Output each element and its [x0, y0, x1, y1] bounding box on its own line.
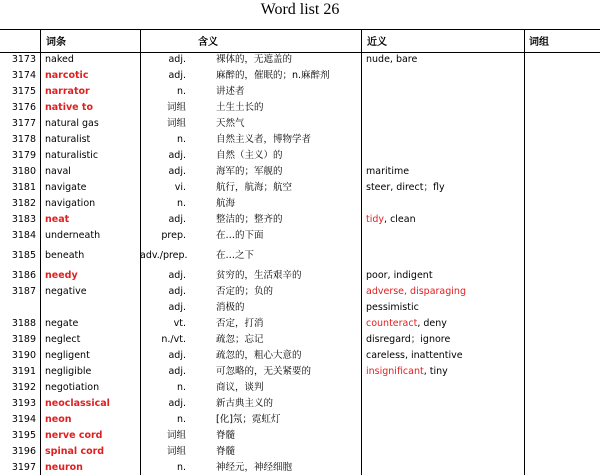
entry-meaning: 天然气: [216, 118, 245, 129]
entry-number: 3180: [11, 166, 36, 177]
entry-word: native to: [45, 102, 93, 113]
entry-number: 3173: [11, 54, 36, 65]
part-of-speech: n.: [176, 198, 186, 209]
entry-meaning: 在…之下: [216, 250, 255, 261]
part-of-speech: n.: [176, 134, 186, 145]
table-row: [0, 364, 600, 380]
table-row: [0, 316, 600, 332]
part-of-speech: 词组: [166, 446, 186, 457]
entry-word: neglect: [45, 334, 81, 345]
entry-number: 3192: [11, 382, 36, 393]
entry-number: 3189: [11, 334, 36, 345]
table-row: [0, 228, 600, 244]
entry-word: negative: [45, 286, 87, 297]
table-row: [0, 52, 600, 68]
entry-meaning: 消极的: [216, 302, 245, 313]
entry-meaning: 脊髓: [216, 430, 236, 441]
entry-number: 3185: [11, 250, 36, 261]
part-of-speech: adj.: [168, 54, 186, 65]
table-row: [0, 460, 600, 476]
entry-number: 3195: [11, 430, 36, 441]
entry-synonym: steer, direct；fly: [366, 182, 445, 193]
entry-meaning: 自然主义者，博物学者: [216, 134, 312, 145]
entry-meaning: 脊髓: [216, 446, 236, 457]
synonym-highlight: tidy: [366, 214, 385, 225]
entry-synonym: pessimistic: [366, 302, 419, 313]
entry-word: naturalist: [45, 134, 91, 145]
entry-word: narcotic: [45, 70, 89, 81]
table-row: [0, 284, 600, 300]
entry-number: 3194: [11, 414, 36, 425]
entry-number: 3183: [11, 214, 36, 225]
table-row: [0, 212, 600, 228]
synonym-rest: , clean: [384, 214, 416, 225]
entry-number: 3186: [11, 270, 36, 281]
entry-synonym: nude, bare: [366, 54, 418, 65]
entry-number: 3179: [11, 150, 36, 161]
entry-word: naturalistic: [45, 150, 99, 161]
entry-word: negligible: [45, 366, 92, 377]
part-of-speech: adj.: [168, 350, 186, 361]
entry-number: 3174: [11, 70, 36, 81]
entry-meaning: 麻醉的，催眠的；n.麻醉剂: [216, 70, 330, 81]
entry-meaning: 疏忽；忘记: [216, 334, 264, 345]
part-of-speech: vt.: [173, 318, 186, 329]
table-row: [0, 348, 600, 364]
entry-word: negate: [45, 318, 79, 329]
table-row: [0, 268, 600, 284]
entry-word: naval: [45, 166, 71, 177]
entry-meaning: 新古典主义的: [216, 398, 274, 409]
synonym-highlight: counteract: [366, 318, 418, 329]
entry-meaning: 海军的；军舰的: [216, 166, 283, 177]
entry-number: 3178: [11, 134, 36, 145]
entry-meaning: 疏忽的，粗心大意的: [216, 350, 302, 361]
part-of-speech: adj.: [168, 286, 186, 297]
entry-word: navigation: [45, 198, 96, 209]
table-row: [0, 148, 600, 164]
header-phrase: 词组: [529, 37, 549, 48]
entry-number: 3197: [11, 462, 36, 473]
table-row: [0, 132, 600, 148]
part-of-speech: adj.: [168, 270, 186, 281]
page-title: Word list 26: [260, 1, 340, 18]
entry-meaning: 航行，航海；航空: [216, 182, 293, 193]
table-row: [0, 100, 600, 116]
entry-meaning: 土生土长的: [216, 102, 264, 113]
entry-word: negligent: [45, 350, 90, 361]
part-of-speech: 词组: [166, 430, 186, 441]
entry-meaning: 在…的下面: [216, 230, 264, 241]
header-meaning: 含义: [198, 37, 218, 48]
entry-meaning: 整洁的；整齐的: [216, 214, 283, 225]
entry-word: nerve cord: [45, 430, 103, 441]
part-of-speech: n.: [176, 382, 186, 393]
entry-number: 3177: [11, 118, 36, 129]
entry-number: 3191: [11, 366, 36, 377]
table-row: [0, 248, 600, 264]
entry-meaning: 否定的；负的: [216, 286, 274, 297]
entry-number: 3182: [11, 198, 36, 209]
entry-word: naked: [45, 54, 74, 65]
table-row: [0, 84, 600, 100]
entry-synonym: [366, 212, 526, 228]
table-row: [0, 196, 600, 212]
entry-meaning: 可忽略的，无关紧要的: [216, 366, 312, 377]
part-of-speech: prep.: [161, 230, 186, 241]
entry-word: spinal cord: [45, 446, 105, 457]
entry-word: neon: [45, 414, 72, 425]
entry-meaning: [化]氖；霓虹灯: [216, 414, 281, 425]
entry-number: 3184: [11, 230, 36, 241]
synonym-rest: , tiny: [423, 366, 448, 377]
part-of-speech: adj.: [168, 70, 186, 81]
table-row: [0, 116, 600, 132]
part-of-speech: vi.: [174, 182, 186, 193]
entry-meaning: 自然（主义）的: [216, 150, 283, 161]
entry-number: 3187: [11, 286, 36, 297]
part-of-speech: adj.: [168, 302, 186, 313]
entry-synonym: maritime: [366, 166, 410, 177]
entry-word: narrator: [45, 86, 90, 97]
part-of-speech: n.: [176, 414, 186, 425]
part-of-speech: adj.: [168, 166, 186, 177]
entry-number: 3181: [11, 182, 36, 193]
entry-meaning: 航海: [216, 198, 236, 209]
table-row: [0, 412, 600, 428]
part-of-speech: adv./prep.: [140, 250, 188, 261]
entry-meaning: 神经元，神经细胞: [216, 462, 293, 473]
part-of-speech: n.: [176, 86, 186, 97]
entry-word: natural gas: [45, 118, 99, 129]
table-row: [0, 444, 600, 460]
entry-word: neuron: [45, 462, 83, 473]
entry-synonym: [366, 316, 526, 332]
entry-number: 3176: [11, 102, 36, 113]
table-row: [0, 300, 600, 316]
table-row: [0, 68, 600, 84]
table-row: [0, 332, 600, 348]
part-of-speech: adj.: [168, 398, 186, 409]
part-of-speech: adj.: [168, 150, 186, 161]
part-of-speech: adj.: [168, 214, 186, 225]
header-synonym: 近义: [367, 37, 387, 48]
synonym-rest: , deny: [417, 318, 447, 329]
table-row: [0, 164, 600, 180]
table-top-border: [0, 29, 600, 30]
table-row: [0, 380, 600, 396]
entry-word: neat: [45, 214, 70, 225]
header-word: 词条: [46, 37, 66, 48]
entry-number: 3196: [11, 446, 36, 457]
part-of-speech: n.: [176, 462, 186, 473]
entry-synonym: [366, 364, 526, 380]
part-of-speech: 词组: [166, 102, 186, 113]
entry-meaning: 裸体的，无遮盖的: [216, 54, 293, 65]
entry-synonym: disregard；ignore: [366, 334, 451, 345]
entry-number: 3188: [11, 318, 36, 329]
synonym-highlight: insignificant: [366, 366, 424, 377]
entry-word: beneath: [45, 250, 85, 261]
entry-meaning: 贫穷的，生活艰辛的: [216, 270, 302, 281]
entry-word: neoclassical: [45, 398, 110, 409]
table-row: [0, 396, 600, 412]
table-row: [0, 428, 600, 444]
entry-meaning: 讲述者: [216, 86, 245, 97]
entry-word: navigate: [45, 182, 87, 193]
part-of-speech: 词组: [166, 118, 186, 129]
entry-synonym: careless, inattentive: [366, 350, 463, 361]
entry-number: 3190: [11, 350, 36, 361]
part-of-speech: n./vt.: [161, 334, 186, 345]
entry-number: 3175: [11, 86, 36, 97]
part-of-speech: adj.: [168, 366, 186, 377]
entry-word: needy: [45, 270, 78, 281]
entry-meaning: 商议，谈判: [216, 382, 264, 393]
entry-synonym: poor, indigent: [366, 270, 433, 281]
entry-number: 3193: [11, 398, 36, 409]
entry-word: negotiation: [45, 382, 100, 393]
entry-word: underneath: [45, 230, 101, 241]
entry-meaning: 否定，打消: [216, 318, 264, 329]
table-row: [0, 180, 600, 196]
entry-synonym: adverse, disparaging: [366, 286, 466, 297]
